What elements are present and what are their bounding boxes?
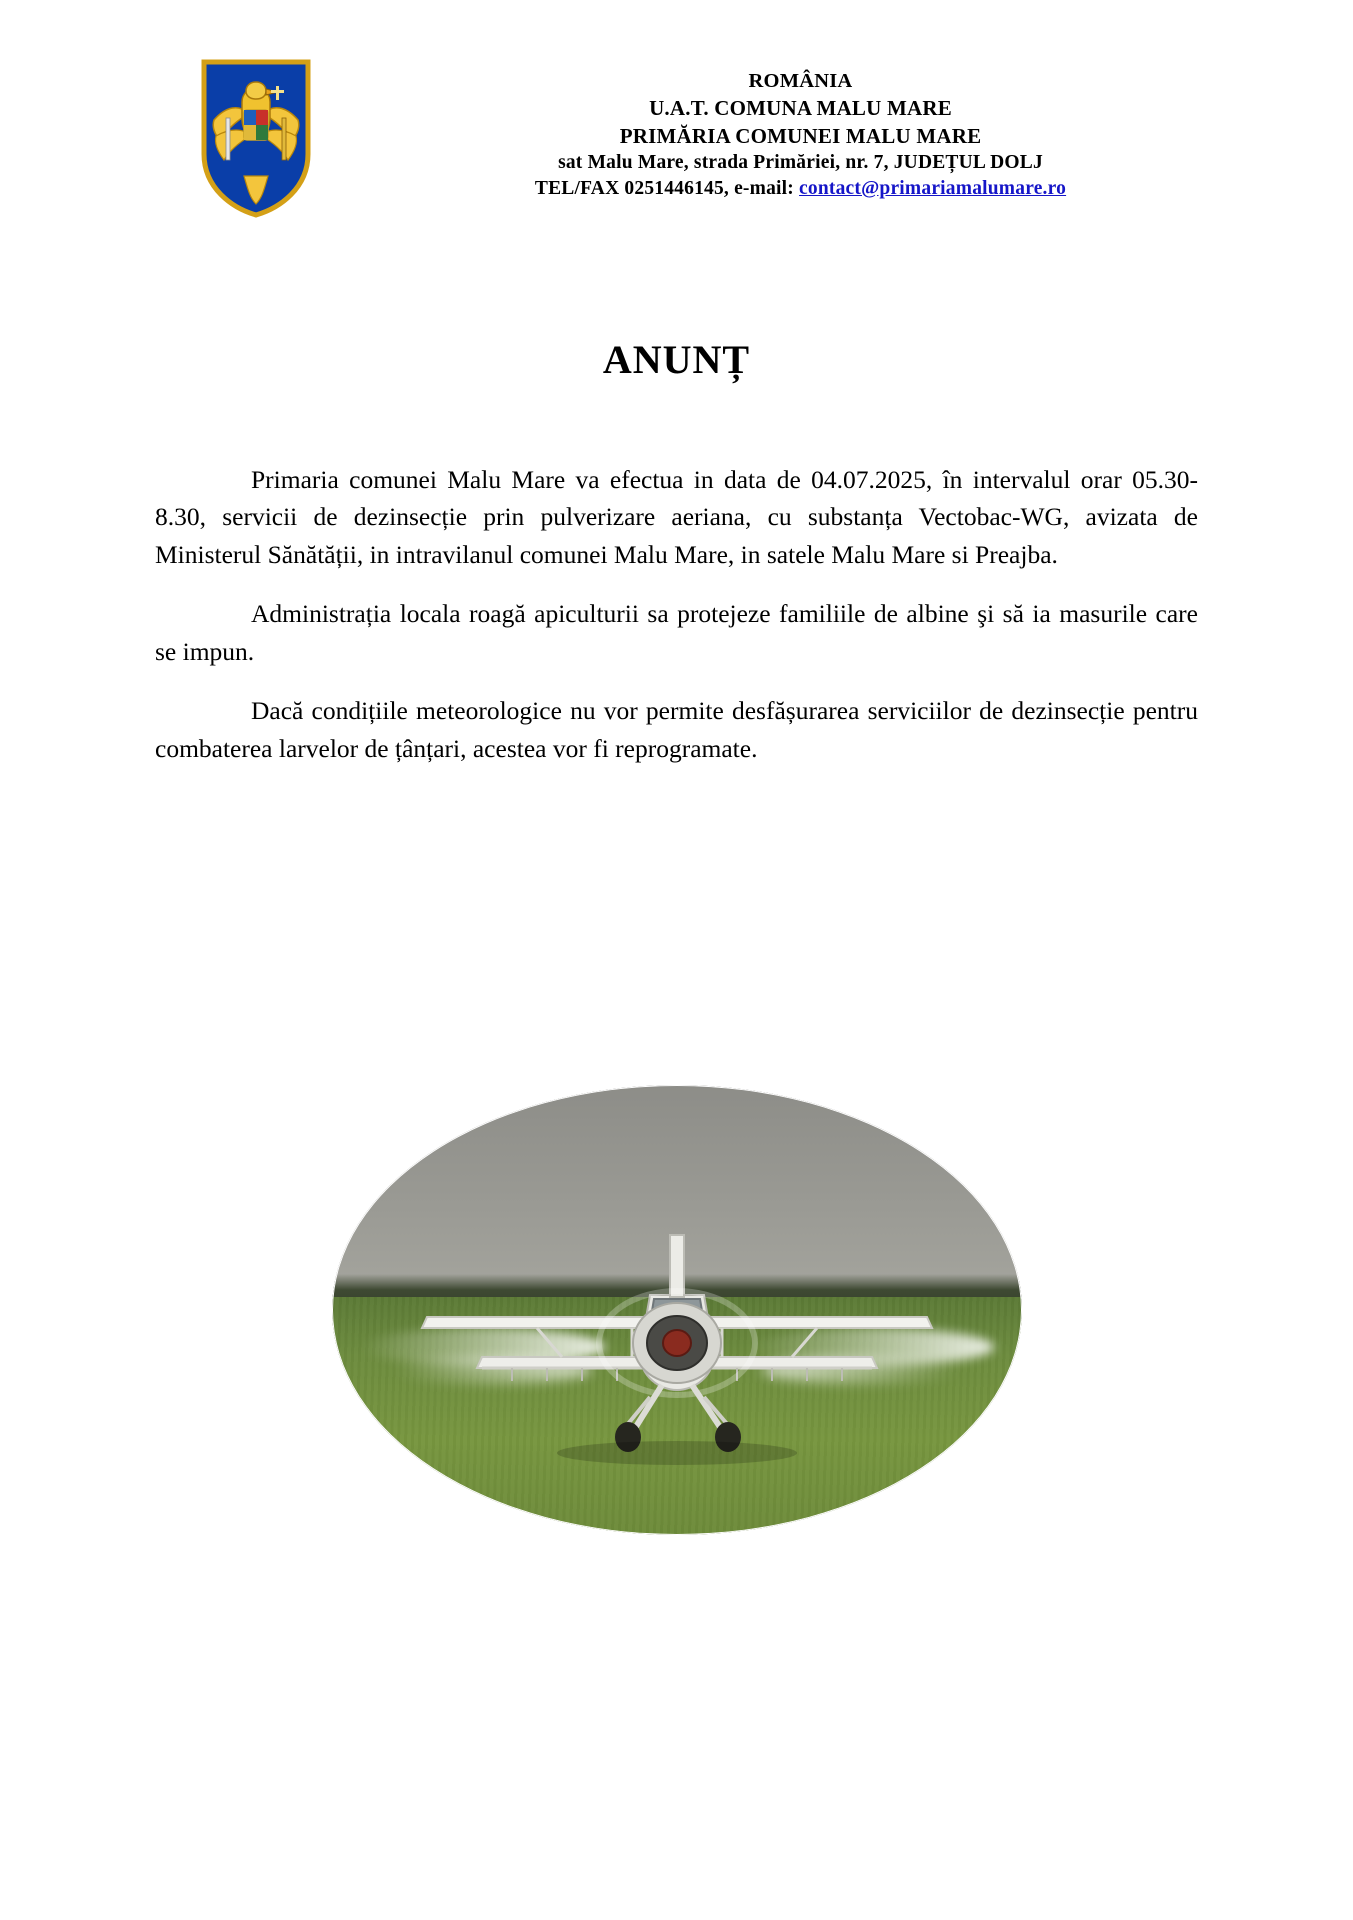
document-body (155, 383, 1198, 767)
header-line-address: sat Malu Mare, strada Primăriei, nr. 7, JUDEȚUL DOLJ (558, 152, 1043, 174)
page-title: ANUNȚ (602, 337, 751, 382)
header-institution-block (328, 68, 1273, 202)
header-line-contact (328, 176, 1273, 202)
photo-container (332, 1085, 1022, 1535)
header-line-country: ROMÂNIA (748, 70, 853, 92)
header-line-uat: U.A.T. COMUNA MALU MARE (649, 96, 952, 121)
header-line-primaria: PRIMĂRIA COMUNEI MALU MARE (619, 123, 982, 148)
document-header (0, 0, 1353, 218)
email-link[interactable]: contact@primariamalumare.ro (799, 178, 1067, 200)
header-contact-prefix: TEL/FAX 0251446145, e-mail: (534, 178, 800, 200)
paragraph-beekeepers: Administrația locala roagă apiculturii sa protejeze familiile de albine şi să ia masurile care se impun. (155, 599, 1198, 666)
paragraph-weather: Dacă condițiile meteorologice nu vor permite desfășurarea serviciilor de dezinsecție pentru combaterea larvelor de țânțari, acestea vor fi reprogramate. (155, 696, 1198, 763)
coat-of-arms-icon (200, 58, 312, 218)
airplane-illustration (332, 1085, 1022, 1535)
paragraph-announcement: Primaria comunei Malu Mare va efectua in data de 04.07.2025, în intervalul orar 05.30- 8.30, servicii de dezinsecție prin pulverizare aeriana, cu substanța Vectobac-WG, avizata de Ministerul Sănătății, in intravilanul comunei Malu Mare, in satele Malu Mare si Preajba. (155, 465, 1198, 569)
crop-duster-plane-spraying-photo (332, 1085, 1022, 1535)
